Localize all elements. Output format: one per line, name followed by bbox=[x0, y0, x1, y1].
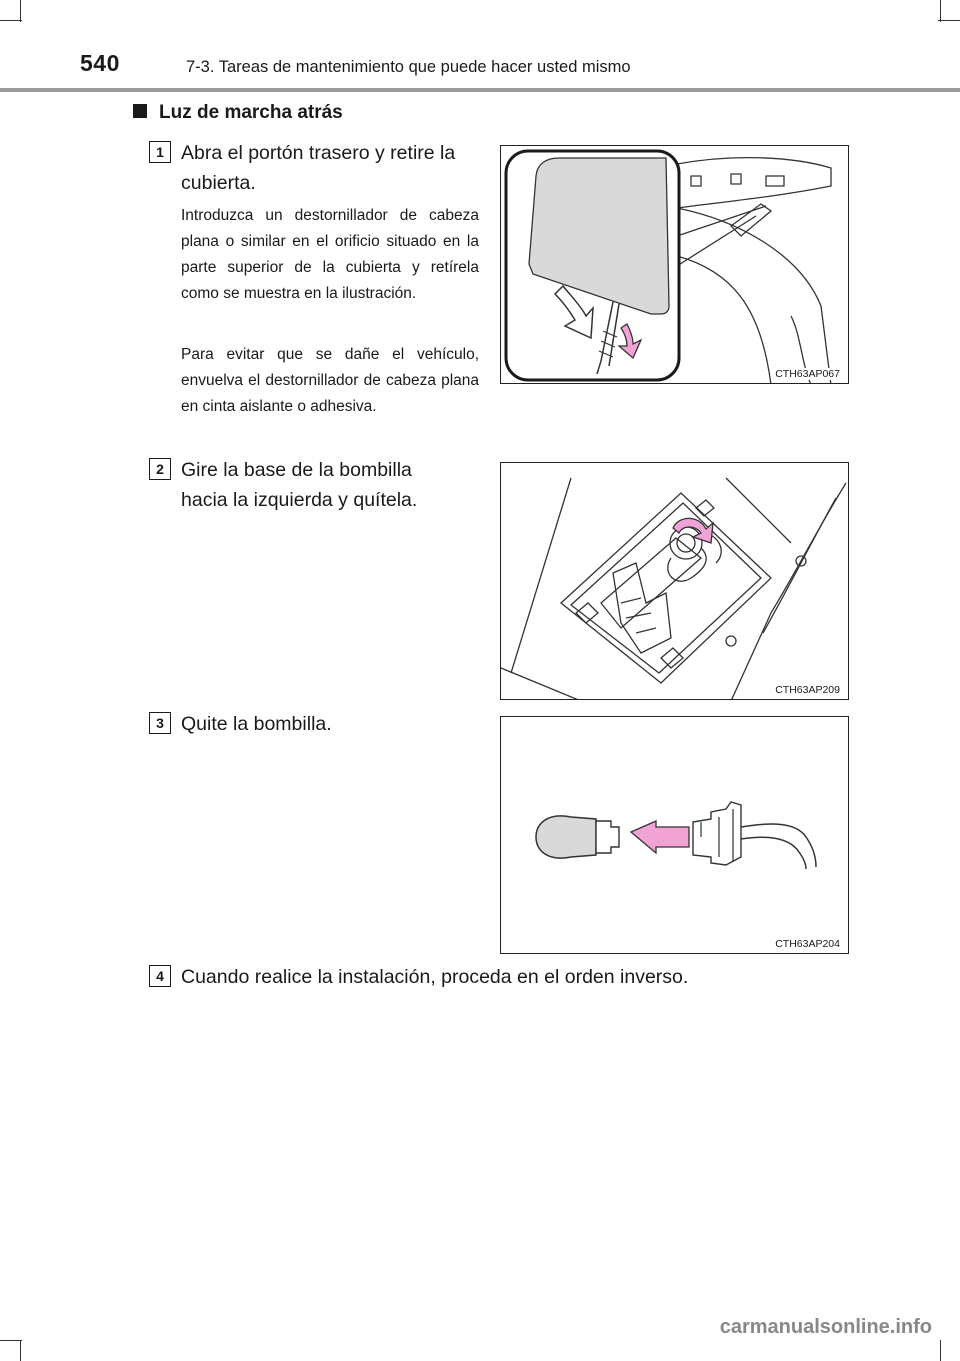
heading-text: Luz de marcha atrás bbox=[159, 102, 343, 123]
crop-mark bbox=[0, 1340, 22, 1341]
header-rule bbox=[0, 88, 960, 92]
step-3-text: Quite la bombilla. bbox=[181, 713, 332, 735]
tailgate-illustration bbox=[501, 146, 849, 384]
step-4-text: Cuando realice la instalación, proceda en el orden inverso. bbox=[181, 966, 689, 988]
figure-remove-bulb bbox=[500, 716, 849, 954]
step-1-line-2: cubierta. bbox=[181, 172, 256, 194]
step-1-note-1: Introduzca un destornillador de cabeza plana o similar en el orificio situado en la parte superior de la cubierta y retírela como se muestra en la ilustración. bbox=[181, 207, 479, 302]
figure-tailgate-cover bbox=[500, 145, 849, 384]
crop-mark bbox=[20, 1340, 21, 1361]
figure-bulb-base bbox=[500, 462, 849, 700]
crop-mark bbox=[940, 0, 941, 22]
crop-mark bbox=[20, 0, 21, 22]
remove-bulb-illustration bbox=[501, 717, 849, 954]
step-2-line-2: hacia la izquierda y quítela. bbox=[181, 489, 418, 511]
step-1-line-1: Abra el portón trasero y retire la bbox=[181, 142, 456, 164]
subsection-heading bbox=[133, 102, 343, 124]
crop-mark bbox=[0, 20, 22, 21]
crop-mark bbox=[938, 20, 960, 21]
step-number-1: 1 bbox=[149, 141, 171, 163]
step-number-4: 4 bbox=[149, 965, 171, 987]
step-number-3: 3 bbox=[149, 712, 171, 734]
figure-code: CTH63AP067 bbox=[775, 368, 840, 380]
footer-watermark: carmanualsonline.info bbox=[719, 1316, 932, 1338]
figure-code: CTH63AP204 bbox=[775, 938, 840, 950]
bulb-base-illustration bbox=[501, 463, 849, 700]
crop-mark bbox=[940, 1340, 941, 1361]
square-bullet-icon bbox=[133, 104, 147, 118]
page-number: 540 bbox=[80, 50, 120, 76]
step-2-line-1: Gire la base de la bombilla bbox=[181, 459, 412, 481]
step-1-note-2: Para evitar que se dañe el vehículo, envuelva el destornillador de cabeza plana en cinta aislante o adhesiva. bbox=[181, 346, 479, 415]
figure-code: CTH63AP209 bbox=[775, 684, 840, 696]
step-number-2: 2 bbox=[149, 458, 171, 480]
section-title: 7-3. Tareas de mantenimiento que puede hacer usted mismo bbox=[186, 58, 631, 76]
